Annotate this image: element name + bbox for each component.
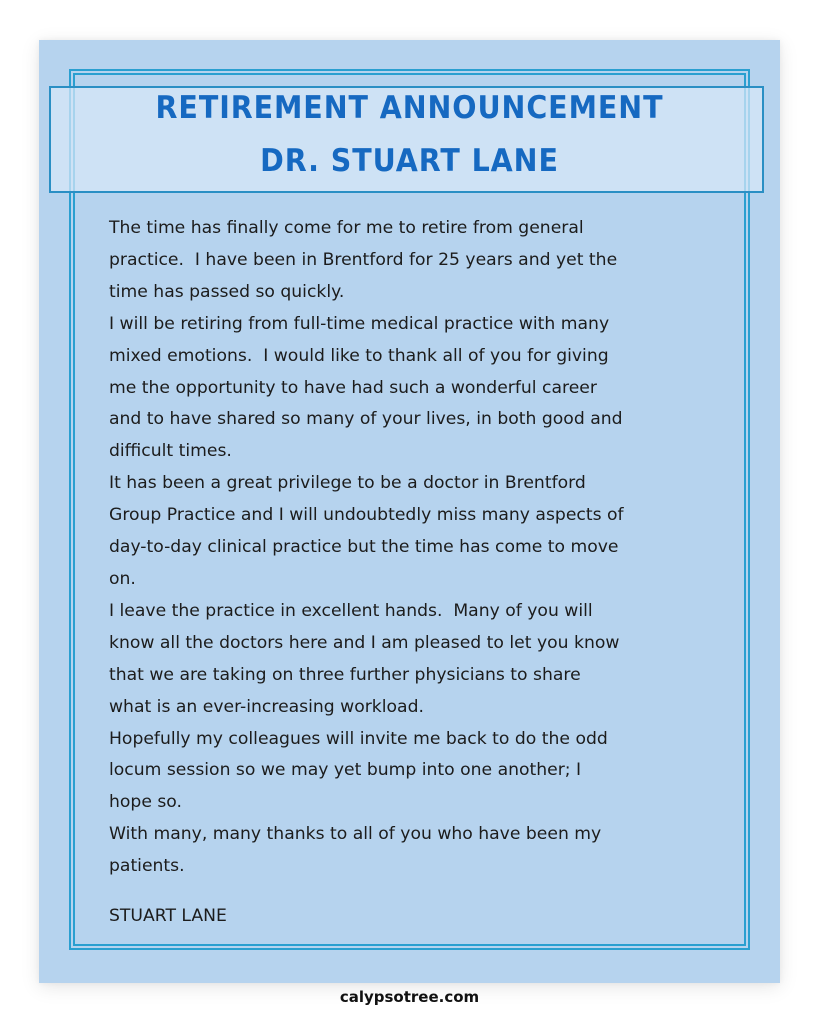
body-line: and to have shared so many of your lives, in both good and: [109, 409, 623, 430]
signature: STUART LANE: [109, 906, 227, 926]
watermark-text: calypsotree.com: [339, 988, 480, 1006]
body-line: me the opportunity to have had such a wonderful career: [109, 377, 597, 398]
body-line: what is an ever-increasing workload.: [109, 696, 424, 717]
body-line: difficult times.: [109, 441, 232, 462]
body-line: on.: [109, 568, 136, 589]
announcement-title: RETIREMENT ANNOUNCEMENT: [155, 90, 664, 126]
body-line: hope so.: [109, 792, 182, 813]
body-line: It has been a great privilege to be a doctor in Brentford: [109, 473, 586, 494]
body-line: practice. I have been in Brentford for 25 years and yet the: [109, 249, 618, 270]
body-line: I leave the practice in excellent hands. Many of you will: [109, 600, 593, 621]
body-line: Hopefully my colleagues will invite me back to do the odd: [109, 728, 608, 749]
body-line: mixed emotions. I would like to thank all of you for giving: [109, 345, 609, 366]
body-line: locum session so we may yet bump into one another; I: [109, 760, 582, 781]
body-line: The time has finally come for me to retire from general: [109, 218, 584, 238]
body-line: day-to-day clinical practice but the time has come to move: [109, 537, 619, 558]
body-line: know all the doctors here and I am pleased to let you know: [109, 632, 620, 653]
body-line: patients.: [109, 856, 185, 877]
announcement-subtitle: DR. STUART LANE: [260, 143, 559, 179]
body-line: time has passed so quickly.: [109, 281, 345, 302]
letter-body: [109, 213, 719, 883]
body-line: that we are taking on three further physicians to share: [109, 664, 581, 685]
body-line: I will be retiring from full-time medical practice with many: [109, 313, 610, 334]
body-line: With many, many thanks to all of you who have been my: [109, 824, 602, 845]
body-line: Group Practice and I will undoubtedly miss many aspects of: [109, 505, 624, 526]
